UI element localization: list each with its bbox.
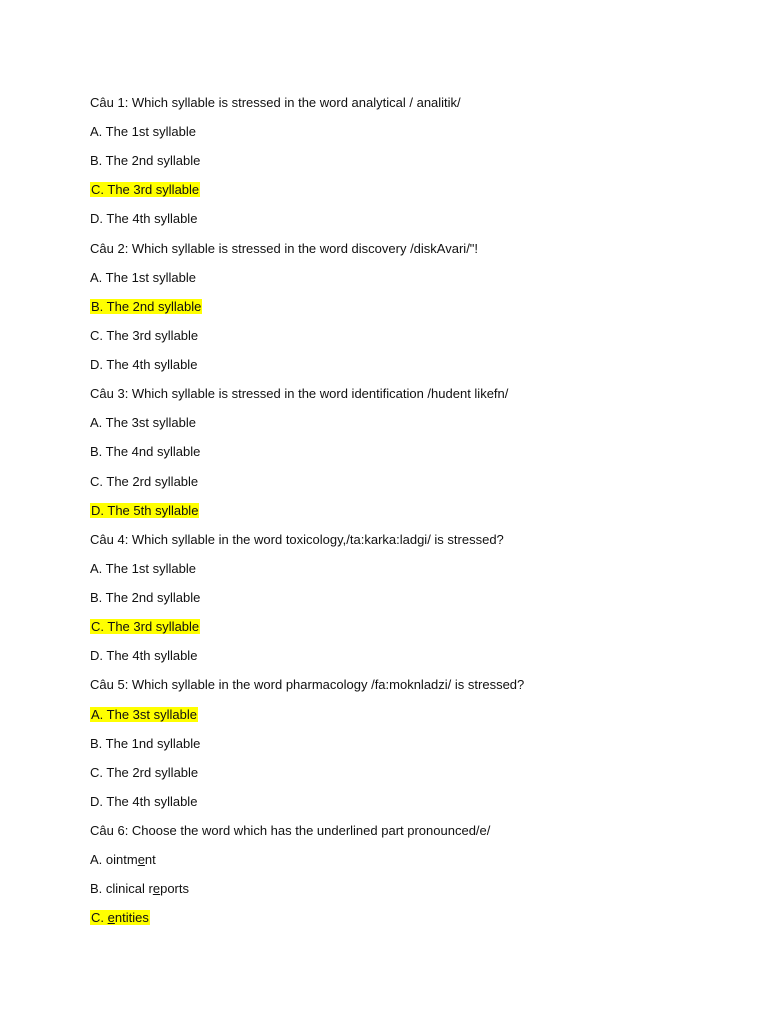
option-text: nt <box>144 852 156 867</box>
question-1-prompt: Câu 1: Which syllable is stressed in the word analytical / analitik/ <box>90 95 461 110</box>
question-5-option-b: B. The 1nd syllable <box>90 736 201 751</box>
option-text: C. <box>91 910 108 925</box>
answer-highlight: A. The 3st syllable <box>91 707 197 722</box>
question-5-prompt: Câu 5: Which syllable in the word pharmacology /fa:moknladzi/ is stressed? <box>90 677 525 692</box>
question-1-option-c <box>90 182 200 198</box>
underlined-letter: e <box>137 852 145 867</box>
question-1-option-b: B. The 2nd syllable <box>90 153 201 168</box>
answer-highlight <box>90 910 150 925</box>
question-3-option-d <box>90 503 199 519</box>
question-2-option-a: A. The 1st syllable <box>90 270 196 285</box>
question-1-option-d: D. The 4th syllable <box>90 211 198 226</box>
question-3-option-c: C. The 2rd syllable <box>90 474 199 489</box>
question-4-option-c <box>90 619 200 635</box>
option-text: ports <box>160 881 189 896</box>
question-6-prompt: Câu 6: Choose the word which has the underlined part pronounced/e/ <box>90 823 491 838</box>
option-text: B. clinical r <box>90 881 153 896</box>
answer-highlight: D. The 5th syllable <box>91 503 199 518</box>
question-2-option-d: D. The 4th syllable <box>90 357 198 372</box>
question-2-option-c: C. The 3rd syllable <box>90 328 199 343</box>
answer-highlight: C. The 3rd syllable <box>91 619 200 634</box>
question-6-option-c <box>90 910 150 926</box>
question-2-prompt: Câu 2: Which syllable is stressed in the word discovery /diskAvari/"! <box>90 241 479 256</box>
question-5-option-a <box>90 707 198 723</box>
option-text: A. ointm <box>90 852 138 867</box>
answer-highlight: B. The 2nd syllable <box>91 299 202 314</box>
question-3-prompt: Câu 3: Which syllable is stressed in the word identification /hudent likefn/ <box>90 386 509 401</box>
underlined-letter: e <box>107 910 115 925</box>
question-3-option-b: B. The 4nd syllable <box>90 444 201 459</box>
question-4-option-d: D. The 4th syllable <box>90 648 198 663</box>
question-4-option-a: A. The 1st syllable <box>90 561 196 576</box>
question-2-option-b <box>90 299 202 315</box>
answer-highlight: C. The 3rd syllable <box>91 182 200 197</box>
question-4-prompt: Câu 4: Which syllable in the word toxicology,/ta:karka:ladgi/ is stressed? <box>90 532 504 547</box>
question-5-option-c: C. The 2rd syllable <box>90 765 199 780</box>
question-5-option-d: D. The 4th syllable <box>90 794 198 809</box>
option-text: ntities <box>114 910 149 925</box>
question-1-option-a: A. The 1st syllable <box>90 124 196 139</box>
question-6-option-b <box>90 881 189 897</box>
question-3-option-a: A. The 3st syllable <box>90 415 196 430</box>
underlined-letter: e <box>152 881 161 896</box>
question-6-option-a <box>90 852 156 868</box>
question-4-option-b: B. The 2nd syllable <box>90 590 201 605</box>
